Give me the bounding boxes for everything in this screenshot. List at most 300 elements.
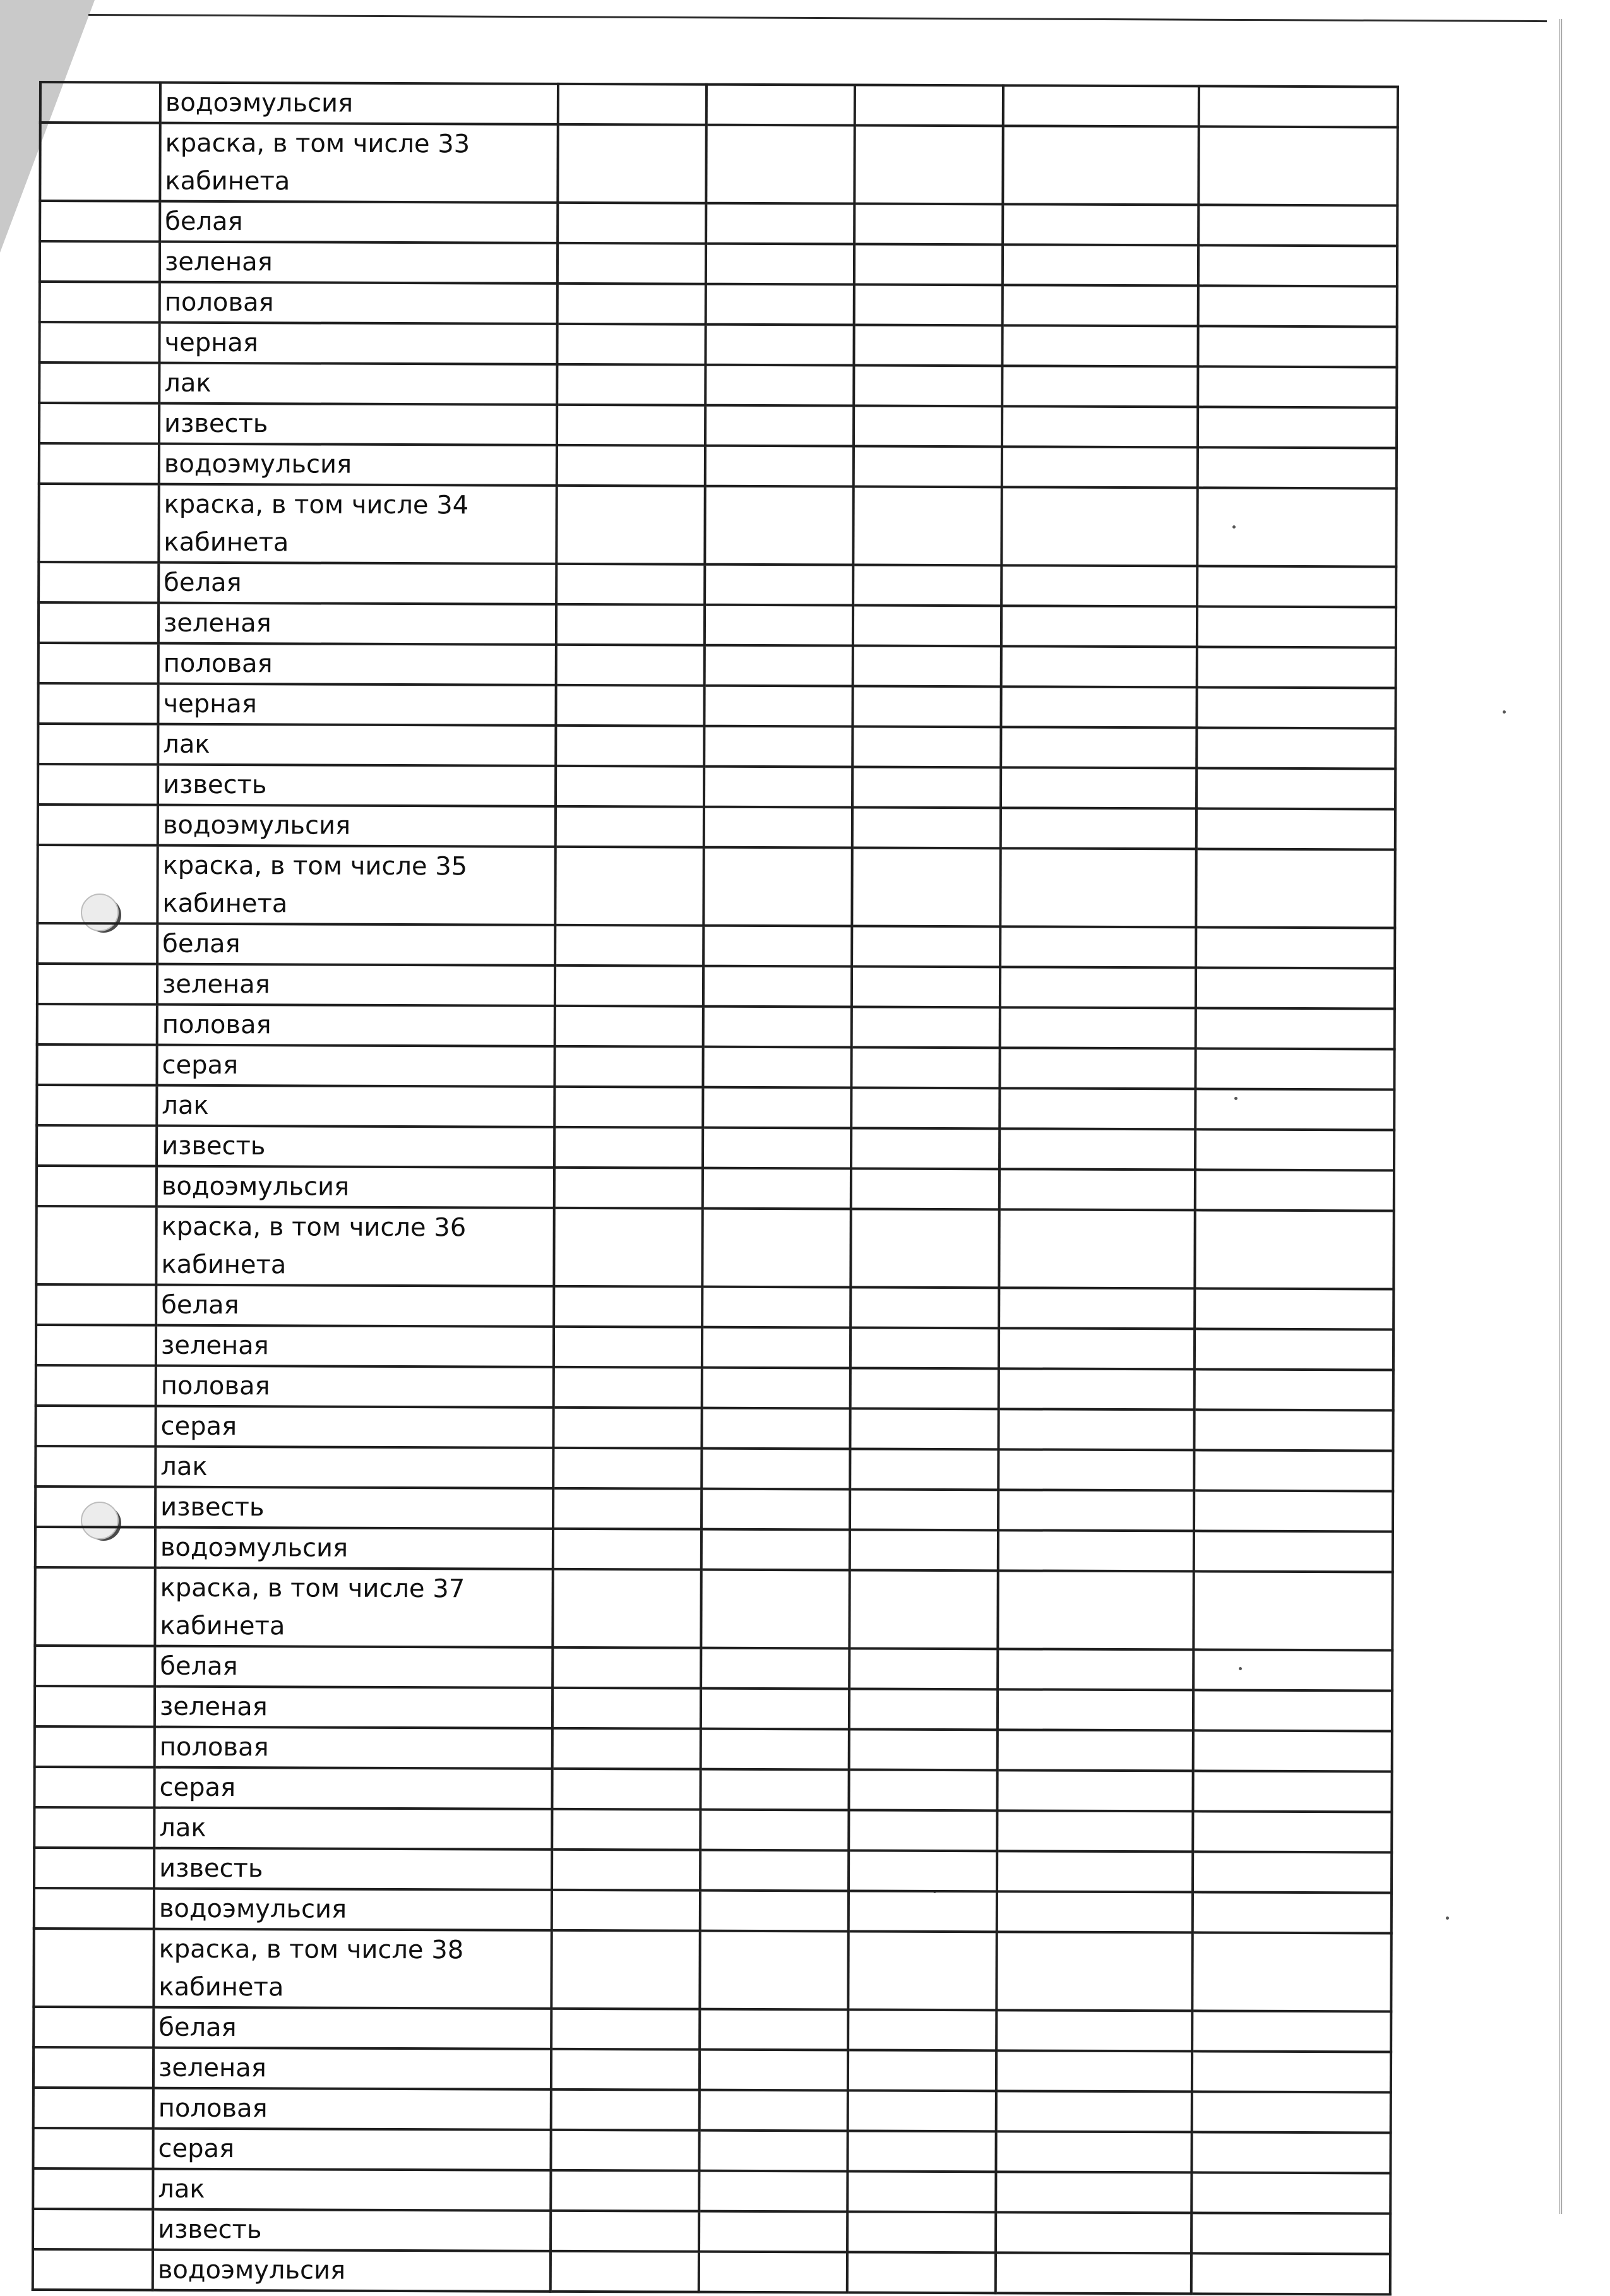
row-number-cell (40, 282, 160, 323)
value-cell (551, 1930, 700, 2009)
value-cell (849, 1891, 997, 1932)
value-cell (1195, 1089, 1394, 1130)
item-name-cell: известь (159, 404, 557, 445)
value-cell (1197, 566, 1396, 607)
value-cell (556, 685, 704, 726)
value-cell (699, 2252, 847, 2293)
value-cell (556, 486, 705, 565)
value-cell (703, 1128, 851, 1169)
row-number-cell (38, 804, 158, 846)
item-name-cell: водоэмульсия (157, 1166, 554, 1208)
table-body (33, 82, 1398, 2294)
item-name-cell: известь (155, 1487, 553, 1529)
value-cell (556, 726, 704, 767)
value-cell (558, 84, 707, 125)
value-cell (997, 1810, 1193, 1851)
table-row (37, 1085, 1394, 1130)
row-number-cell (37, 1166, 157, 1207)
value-cell (999, 1209, 1195, 1288)
value-cell (699, 2131, 847, 2172)
value-cell (853, 606, 1001, 647)
value-cell (700, 1931, 848, 2010)
value-cell (850, 1408, 998, 1449)
value-cell (1001, 686, 1196, 727)
value-cell (1003, 244, 1198, 285)
item-name-cell: лак (154, 1808, 552, 1850)
value-cell (702, 1209, 850, 1288)
table-row (39, 484, 1396, 567)
row-number-cell (40, 201, 160, 242)
value-cell (852, 848, 1000, 927)
value-cell (1192, 2091, 1391, 2132)
value-cell (850, 1489, 998, 1530)
value-cell (1191, 2253, 1390, 2294)
table-row (37, 923, 1395, 969)
item-name-cell: краска, в том числе 37 кабинета (155, 1568, 552, 1647)
table-row (37, 1044, 1394, 1090)
item-name-cell: известь (158, 765, 556, 806)
stacked-pages-edge (1559, 19, 1563, 2214)
item-name-cell: серая (155, 1406, 553, 1448)
value-cell (703, 1007, 852, 1048)
table-row (34, 1848, 1392, 1893)
row-number-cell (35, 1646, 155, 1687)
value-cell (1001, 606, 1197, 647)
value-cell (853, 487, 1001, 566)
value-cell (557, 364, 705, 405)
row-number-cell (33, 2249, 153, 2290)
value-cell (554, 1208, 702, 1287)
row-number-cell (40, 82, 160, 123)
value-cell (701, 1729, 849, 1770)
table-row (35, 1527, 1393, 1572)
value-cell (847, 2211, 996, 2252)
value-cell (996, 2050, 1192, 2091)
value-cell (551, 2130, 699, 2171)
row-number-cell (33, 2007, 153, 2048)
value-cell (852, 767, 1001, 808)
table-row (38, 764, 1395, 810)
value-cell (850, 1368, 999, 1409)
item-name-cell: зеленая (155, 1687, 552, 1728)
value-cell (1198, 366, 1397, 407)
value-cell (701, 1408, 850, 1449)
value-cell (849, 1769, 997, 1810)
value-cell (700, 2050, 848, 2091)
table-row (39, 602, 1396, 648)
value-cell (555, 847, 703, 926)
value-cell (1195, 1369, 1393, 1410)
item-name-cell: серая (157, 1045, 554, 1087)
item-name-cell: краска, в том числе 35 кабинета (157, 846, 555, 925)
item-name-cell: лак (155, 1447, 553, 1488)
value-cell (699, 2211, 847, 2252)
value-cell (558, 284, 706, 325)
value-cell (553, 1408, 701, 1449)
row-number-cell (35, 1686, 155, 1727)
value-cell (1193, 1730, 1392, 1771)
value-cell (852, 926, 1000, 967)
value-cell (996, 2010, 1192, 2051)
value-cell (1193, 1851, 1392, 1892)
row-number-cell (34, 1848, 154, 1889)
table-row (39, 362, 1397, 408)
value-cell (1002, 446, 1198, 487)
value-cell (850, 1327, 999, 1368)
value-cell (1198, 245, 1397, 286)
value-cell (1001, 646, 1197, 687)
item-name-cell: краска, в том числе 33 кабинета (160, 123, 558, 203)
value-cell (851, 1088, 999, 1129)
item-name-cell: зеленая (153, 2048, 551, 2090)
row-number-cell (36, 1325, 156, 1366)
value-cell (1196, 808, 1395, 849)
row-number-cell (39, 403, 159, 444)
value-cell (999, 1169, 1195, 1210)
value-cell (701, 1449, 850, 1490)
value-cell (999, 1368, 1195, 1409)
row-number-cell (34, 1807, 154, 1848)
value-cell (555, 1006, 703, 1047)
value-cell (1000, 926, 1196, 967)
value-cell (1198, 205, 1397, 246)
table-row (38, 724, 1395, 769)
value-cell (998, 1730, 1193, 1771)
value-cell (700, 2009, 848, 2050)
table-row (35, 1567, 1392, 1651)
value-cell (848, 2050, 996, 2091)
value-cell (1197, 606, 1396, 647)
table-row (40, 201, 1397, 246)
value-cell (849, 1570, 998, 1649)
value-cell (703, 926, 852, 967)
value-cell (705, 605, 853, 646)
row-number-cell (33, 2128, 153, 2169)
item-name-cell: белая (155, 1646, 552, 1688)
value-cell (1196, 727, 1395, 768)
value-cell (997, 1770, 1193, 1811)
value-cell (1195, 1169, 1394, 1211)
value-cell (996, 1932, 1192, 2011)
item-name-cell: водоэмульсия (155, 1528, 553, 1569)
row-number-cell (37, 1085, 157, 1126)
table-row (36, 1206, 1393, 1289)
value-cell (852, 686, 1001, 727)
table-row (39, 322, 1397, 368)
value-cell (703, 847, 852, 926)
row-number-cell (37, 1004, 157, 1045)
item-name-cell: зеленая (157, 964, 555, 1006)
value-cell (999, 1288, 1195, 1329)
row-number-cell (38, 764, 158, 805)
value-cell (556, 645, 705, 686)
value-cell (851, 1048, 999, 1089)
row-number-cell (33, 1928, 153, 2007)
value-cell (853, 646, 1001, 687)
value-cell (553, 1488, 701, 1529)
value-cell (1197, 647, 1396, 688)
value-cell (706, 284, 854, 325)
value-cell (557, 324, 705, 365)
value-cell (854, 366, 1002, 407)
value-cell (851, 1168, 999, 1209)
value-cell (705, 405, 854, 446)
value-cell (854, 244, 1003, 285)
value-cell (997, 1851, 1193, 1892)
table-row (33, 2128, 1390, 2173)
table-row (37, 1125, 1394, 1171)
value-cell (1194, 1450, 1393, 1491)
table-row (37, 1166, 1394, 1211)
value-cell (1002, 325, 1198, 366)
value-cell (701, 1570, 849, 1649)
value-cell (703, 1047, 851, 1088)
value-cell (999, 1328, 1195, 1369)
table-row (37, 845, 1395, 928)
value-cell (1192, 2011, 1391, 2052)
item-name-cell: половая (153, 2088, 551, 2130)
value-cell (1196, 927, 1395, 968)
value-cell (1003, 204, 1198, 245)
value-cell (847, 2252, 996, 2293)
value-cell (557, 405, 705, 446)
item-name-cell: половая (157, 1005, 555, 1046)
item-name-cell: лак (153, 2169, 551, 2211)
scan-speck (1503, 710, 1506, 714)
value-cell (551, 2009, 700, 2050)
value-cell (848, 1931, 996, 2010)
value-cell (558, 243, 706, 284)
value-cell (1193, 1690, 1392, 1731)
value-cell (850, 1209, 999, 1288)
value-cell (1195, 1288, 1393, 1329)
item-name-cell: зеленая (158, 603, 556, 645)
row-number-cell (34, 1888, 154, 1929)
item-name-cell: водоэмульсия (153, 2250, 551, 2292)
value-cell (1196, 967, 1395, 1008)
value-cell (705, 446, 854, 487)
value-cell (551, 2211, 699, 2252)
value-cell (1193, 1571, 1392, 1650)
item-name-cell: половая (155, 1727, 552, 1769)
value-cell (1196, 1008, 1395, 1049)
value-cell (1194, 1490, 1393, 1531)
row-number-cell (36, 1365, 156, 1406)
row-number-cell (37, 964, 157, 1005)
item-name-cell: лак (157, 1085, 554, 1127)
item-name-cell: водоэмульсия (154, 1889, 552, 1930)
item-name-cell: черная (158, 684, 556, 726)
table-row (40, 282, 1397, 327)
row-number-cell (39, 362, 159, 404)
value-cell (702, 1287, 850, 1328)
value-cell (556, 806, 704, 847)
row-number-cell (37, 923, 157, 964)
item-name-cell: серая (153, 2129, 551, 2170)
value-cell (701, 1529, 850, 1570)
value-cell (700, 1810, 849, 1851)
value-cell (999, 1048, 1195, 1089)
row-number-cell (36, 1284, 156, 1325)
value-cell (552, 1769, 700, 1810)
row-number-cell (38, 683, 158, 724)
value-cell (852, 808, 1001, 849)
value-cell (1193, 1649, 1392, 1690)
value-cell (554, 1367, 702, 1408)
item-name-cell: известь (153, 2209, 551, 2251)
value-cell (847, 2171, 996, 2212)
value-cell (1194, 1531, 1393, 1572)
value-cell (552, 1890, 700, 1931)
row-number-cell (33, 2168, 153, 2209)
value-cell (1198, 326, 1397, 367)
item-name-cell: серая (154, 1767, 552, 1809)
value-cell (707, 85, 855, 126)
row-number-cell (35, 1486, 155, 1528)
value-cell (551, 2251, 699, 2292)
table-row (35, 1486, 1393, 1532)
item-name-cell: белая (160, 201, 558, 243)
value-cell (996, 2212, 1191, 2253)
value-cell (1003, 285, 1198, 326)
value-cell (552, 1809, 700, 1850)
value-cell (702, 1327, 850, 1368)
item-name-cell: известь (157, 1126, 554, 1168)
item-name-cell: зеленая (160, 242, 558, 284)
item-name-cell: половая (156, 1366, 554, 1408)
table-row (40, 82, 1398, 128)
table-row (40, 241, 1397, 287)
value-cell (700, 1769, 849, 1810)
value-cell (1193, 1811, 1392, 1852)
value-cell (997, 1891, 1193, 1932)
item-name-cell: черная (159, 323, 557, 364)
table-row (33, 2249, 1390, 2295)
value-cell (1001, 767, 1196, 808)
table-row (38, 683, 1395, 729)
value-cell (1195, 1329, 1393, 1370)
value-cell (998, 1649, 1193, 1690)
value-cell (558, 203, 706, 244)
row-number-cell (36, 1206, 156, 1285)
value-cell (552, 1728, 701, 1769)
value-cell (1001, 727, 1196, 768)
value-cell (998, 1409, 1194, 1450)
value-cell (854, 285, 1003, 326)
value-cell (553, 1448, 701, 1489)
value-cell (850, 1287, 999, 1328)
value-cell (705, 645, 853, 686)
row-number-cell (35, 1567, 155, 1646)
item-name-cell: водоэмульсия (159, 444, 557, 486)
row-number-cell (35, 1406, 155, 1447)
value-cell (848, 2009, 996, 2050)
value-cell (996, 2131, 1191, 2172)
value-cell (853, 565, 1001, 606)
table-row (34, 1807, 1392, 1853)
table-row (38, 804, 1395, 850)
value-cell (851, 1128, 999, 1169)
value-cell (700, 1891, 849, 1932)
value-cell (554, 1327, 702, 1368)
value-cell (854, 325, 1002, 366)
value-cell (1191, 2172, 1390, 2213)
value-cell (1198, 285, 1397, 326)
row-number-cell (39, 643, 158, 684)
row-number-cell (33, 2088, 153, 2129)
table-row (39, 443, 1397, 489)
row-number-cell (39, 562, 158, 603)
value-cell (705, 365, 854, 406)
row-number-cell (33, 2047, 153, 2088)
value-cell (552, 1569, 701, 1648)
table-row (34, 1888, 1392, 1934)
value-cell (852, 1007, 1000, 1048)
value-cell (700, 2090, 848, 2131)
value-cell (852, 727, 1001, 768)
table-row (33, 2007, 1391, 2052)
value-cell (705, 486, 853, 565)
inventory-table-wrapper (32, 81, 1397, 2295)
value-cell (998, 1449, 1194, 1490)
row-number-cell (39, 443, 159, 484)
value-cell (849, 1850, 997, 1891)
item-name-cell: лак (158, 724, 556, 766)
value-cell (705, 565, 853, 606)
value-cell (551, 2049, 700, 2090)
table-row (35, 1686, 1392, 1731)
item-name-cell: зеленая (156, 1325, 554, 1367)
row-number-cell (39, 602, 158, 643)
value-cell (706, 244, 854, 285)
value-cell (996, 2091, 1192, 2132)
value-cell (554, 1286, 702, 1327)
table-row (36, 1365, 1393, 1411)
value-cell (998, 1530, 1194, 1571)
item-name-cell: краска, в том числе 36 кабинета (156, 1207, 554, 1286)
value-cell (1002, 406, 1198, 447)
value-cell (1191, 2213, 1390, 2254)
value-cell (847, 2131, 996, 2172)
value-cell (998, 1570, 1193, 1649)
value-cell (999, 1088, 1195, 1129)
item-name-cell: водоэмульсия (160, 83, 558, 124)
value-cell (854, 204, 1003, 245)
value-cell (704, 807, 852, 848)
row-number-cell (37, 1125, 157, 1166)
item-name-cell: белая (153, 2007, 551, 2049)
value-cell (554, 1046, 703, 1087)
table-row (33, 2209, 1390, 2254)
value-cell (854, 406, 1002, 447)
value-cell (1196, 687, 1395, 728)
value-cell (996, 2172, 1191, 2213)
item-name-cell: половая (160, 282, 558, 324)
value-cell (999, 1128, 1195, 1169)
value-cell (703, 966, 852, 1007)
value-cell (1196, 849, 1395, 928)
row-number-cell (35, 1527, 155, 1568)
value-cell (701, 1689, 849, 1730)
value-cell (553, 1529, 701, 1570)
row-number-cell (35, 1726, 155, 1767)
value-cell (855, 85, 1003, 126)
value-cell (1002, 366, 1198, 407)
value-cell (1192, 1932, 1391, 2011)
table-row (39, 562, 1396, 607)
table-row (33, 1928, 1391, 2012)
value-cell (699, 2171, 847, 2212)
